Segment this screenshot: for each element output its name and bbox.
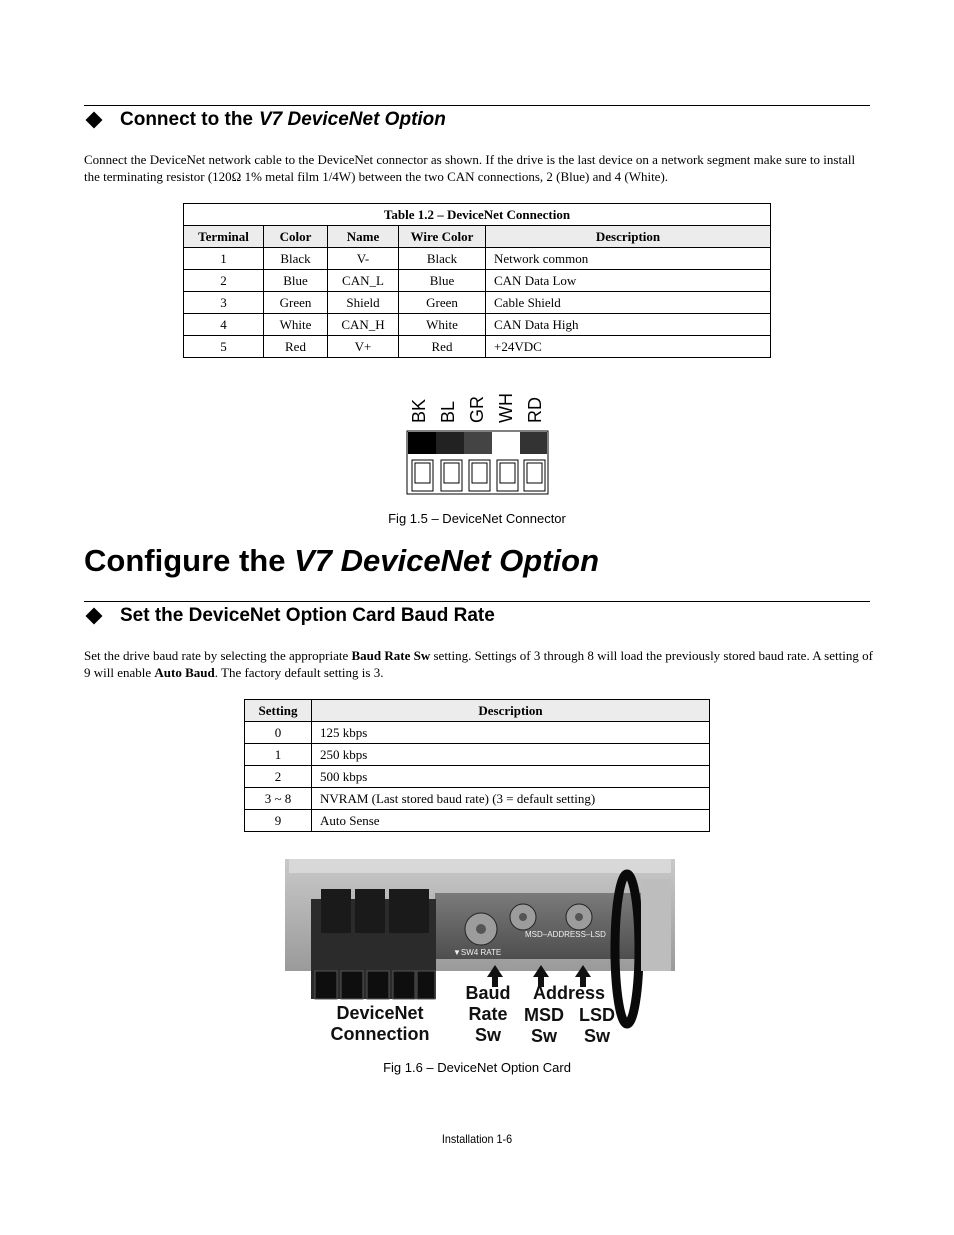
terminal-cell: 5 — [184, 336, 264, 358]
board-print-rate: ▼SW4 RATE — [453, 948, 502, 957]
col-header-setting: Setting — [245, 700, 312, 722]
wire-green — [464, 432, 492, 454]
table-row — [184, 270, 771, 292]
description-cell: Cable Shield — [486, 292, 771, 314]
table-row — [184, 336, 771, 358]
para-bold-baud: Baud Rate Sw — [351, 648, 431, 663]
color-cell: Red — [264, 336, 328, 358]
wire-label-bk: BK — [409, 398, 429, 423]
name-cell: CAN_H — [328, 314, 399, 336]
terminal-cell: 1 — [184, 248, 264, 270]
title-plain: Configure the — [84, 543, 295, 578]
page-title — [84, 543, 599, 579]
devicenet-connector-diagram — [400, 383, 556, 499]
name-cell: CAN_L — [328, 270, 399, 292]
description-cell: 500 kbps — [312, 766, 710, 788]
col-header-terminal: Terminal — [184, 226, 264, 248]
table-row — [184, 314, 771, 336]
devicenet-connection-label: DeviceNet Connection — [330, 1003, 430, 1044]
wire-label-gr: GR — [467, 396, 487, 423]
option-card-photo — [285, 859, 675, 1050]
table-row — [184, 248, 771, 270]
wire-black — [408, 432, 436, 454]
table-title: Table 1.2 – DeviceNet Connection — [184, 204, 771, 226]
para-text: . The factory default setting is 3. — [214, 665, 384, 680]
table-row — [245, 788, 710, 810]
board-print-address: MSD–ADDRESS–LSD — [525, 930, 606, 939]
baud-rate-sw-label: Baud Rate Sw — [465, 983, 511, 1045]
name-cell: V- — [328, 248, 399, 270]
msd-sw-label: MSD Sw — [524, 1005, 564, 1046]
wire-label-bl: BL — [438, 400, 458, 423]
col-header-description: Description — [486, 226, 771, 248]
name-cell: Shield — [328, 292, 399, 314]
wire-color-cell: Red — [399, 336, 486, 358]
setting-cell: 0 — [245, 722, 312, 744]
baud-paragraph — [84, 647, 874, 681]
fig-1-5-caption: Fig 1.5 – DeviceNet Connector — [388, 511, 566, 526]
diamond-bullet-icon — [86, 608, 103, 625]
wire-color-cell: Blue — [399, 270, 486, 292]
terminal-cell: 3 — [184, 292, 264, 314]
section-rule-top — [84, 105, 870, 106]
setting-cell: 3 ~ 8 — [245, 788, 312, 810]
wire-white — [492, 432, 520, 454]
diamond-bullet-icon — [86, 112, 103, 129]
heading-text: Set the DeviceNet Option Card Baud Rate — [120, 605, 495, 626]
table-row — [245, 810, 710, 832]
color-cell: Black — [264, 248, 328, 270]
section-heading-baud — [84, 605, 495, 627]
section-rule-baud — [84, 601, 870, 602]
col-header-name: Name — [328, 226, 399, 248]
wire-label-wh: WH — [496, 393, 516, 423]
wire-red — [520, 432, 547, 454]
address-label: Address — [532, 983, 606, 1003]
lsd-sw-label: LSD Sw — [579, 1005, 615, 1046]
table-row — [245, 722, 710, 744]
setting-cell: 1 — [245, 744, 312, 766]
heading-italic: V7 DeviceNet Option — [259, 109, 446, 130]
table-row — [184, 292, 771, 314]
wire-color-cell: White — [399, 314, 486, 336]
para-bold-autobaud: Auto Baud — [154, 665, 215, 680]
fig-1-6-caption: Fig 1.6 – DeviceNet Option Card — [383, 1060, 571, 1075]
description-cell: Network common — [486, 248, 771, 270]
description-cell: NVRAM (Last stored baud rate) (3 = default setting) — [312, 788, 710, 810]
color-cell: White — [264, 314, 328, 336]
col-header-description: Description — [312, 700, 710, 722]
terminal-cell: 2 — [184, 270, 264, 292]
color-cell: Green — [264, 292, 328, 314]
description-cell: CAN Data Low — [486, 270, 771, 292]
para-text: setting. Settings of 3 through 8 will load the previously stored baud rate. A setting of 9 will enable — [84, 648, 873, 680]
col-header-color: Color — [264, 226, 328, 248]
wire-color-cell: Black — [399, 248, 486, 270]
terminal-cell: 4 — [184, 314, 264, 336]
devicenet-connection-table — [183, 203, 771, 358]
col-header-wire-color: Wire Color — [399, 226, 486, 248]
setting-cell: 2 — [245, 766, 312, 788]
description-cell: +24VDC — [486, 336, 771, 358]
table-row — [245, 744, 710, 766]
wire-color-cell: Green — [399, 292, 486, 314]
description-cell: Auto Sense — [312, 810, 710, 832]
wire-blue — [436, 432, 464, 454]
connect-paragraph: Connect the DeviceNet network cable to the DeviceNet connector as shown. If the drive is the last device on a network segment make sure to install the terminating resistor (120Ω 1% metal film 1/4W) between the two CAN connections, 2 (Blue) and 4 (White). — [84, 152, 856, 184]
setting-cell: 9 — [245, 810, 312, 832]
description-cell: 125 kbps — [312, 722, 710, 744]
page-footer: Installation 1-6 — [441, 1132, 513, 1146]
title-italic: V7 DeviceNet Option — [294, 543, 600, 578]
name-cell: V+ — [328, 336, 399, 358]
table-row — [245, 766, 710, 788]
description-cell: 250 kbps — [312, 744, 710, 766]
baud-rate-table — [244, 699, 710, 832]
para-text: Set the drive baud rate by selecting the appropriate — [84, 648, 352, 663]
wire-label-rd: RD — [525, 397, 545, 423]
color-cell: Blue — [264, 270, 328, 292]
heading-plain: Connect to the — [120, 109, 253, 130]
section-heading-connect — [84, 109, 446, 131]
description-cell: CAN Data High — [486, 314, 771, 336]
